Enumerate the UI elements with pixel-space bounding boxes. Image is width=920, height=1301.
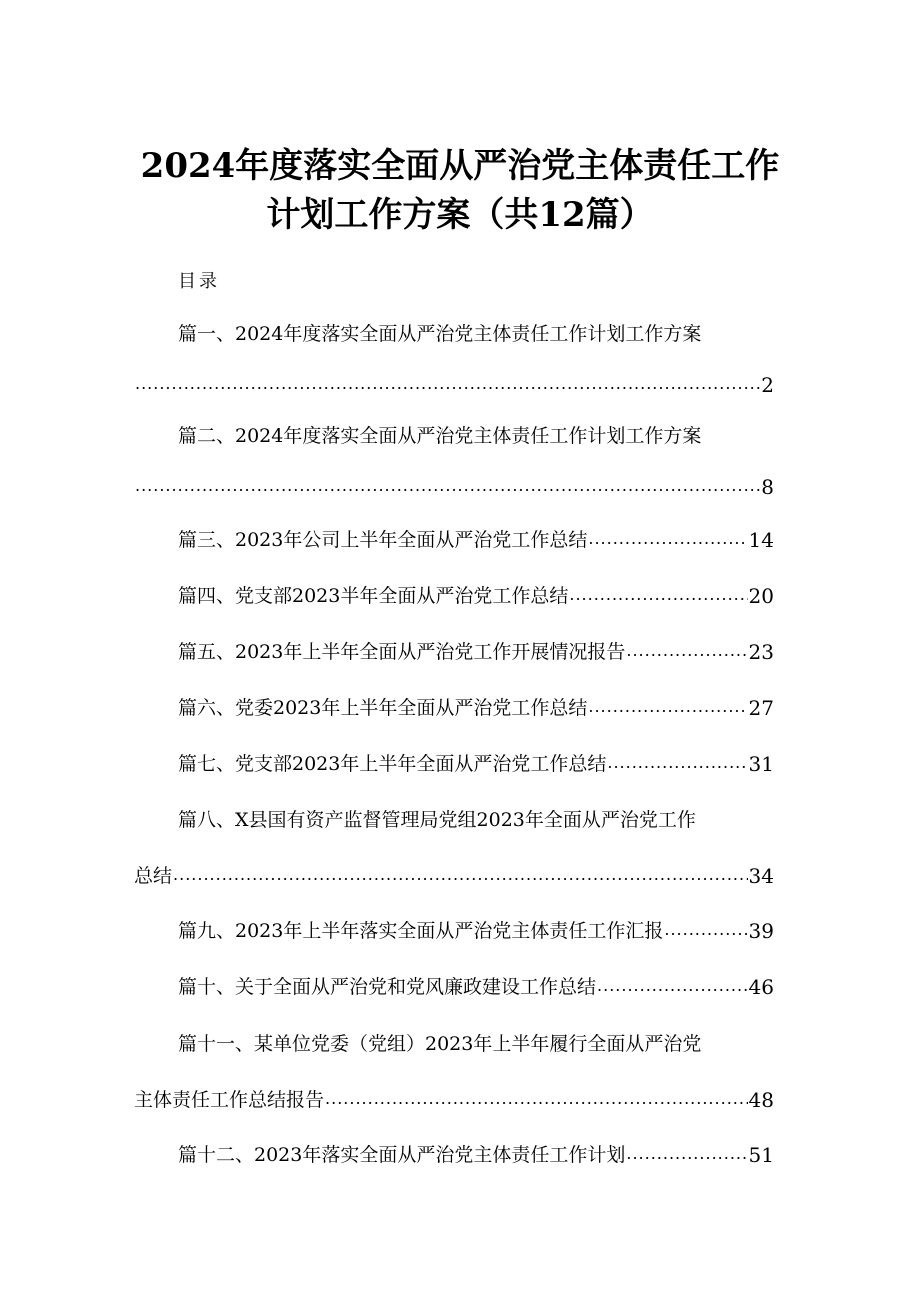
toc-entry-8-leader[interactable] xyxy=(134,863,774,889)
toc-entry-8-title[interactable]: 篇八、X县国有资产监督管理局党组2023年全面从严治党工作 xyxy=(178,809,696,831)
dot-leader xyxy=(588,528,747,550)
dot-leader xyxy=(597,975,748,997)
dot-leader xyxy=(173,864,748,886)
dot-leader xyxy=(607,752,747,774)
toc-entry-9-page: 39 xyxy=(748,919,774,943)
toc-entry-10[interactable] xyxy=(178,974,774,1000)
dot-leader xyxy=(664,919,747,941)
dot-leader xyxy=(588,696,747,718)
dot-leader xyxy=(569,584,747,606)
toc-entry-3-page: 14 xyxy=(748,528,774,552)
toc-entry-11-leader[interactable] xyxy=(134,1087,774,1113)
dot-leader xyxy=(325,1088,748,1110)
dot-leader xyxy=(626,640,747,662)
toc-entry-2-page: 8 xyxy=(761,475,774,499)
toc-entry-4[interactable] xyxy=(178,583,774,609)
toc-entry-9[interactable] xyxy=(178,918,774,944)
toc-entry-1-leader[interactable] xyxy=(134,372,774,398)
toc-entry-4-title: 篇四、党支部2023半年全面从严治党工作总结 xyxy=(178,585,569,607)
toc-entry-4-page: 20 xyxy=(748,584,774,608)
toc-entry-5[interactable] xyxy=(178,639,774,665)
toc-heading: 目录 xyxy=(178,271,220,292)
toc-entry-7[interactable] xyxy=(178,751,774,777)
toc-entry-11-title[interactable]: 篇十一、某单位党委（党组）2023年上半年履行全面从严治党 xyxy=(178,1033,702,1055)
toc-entry-8-continuation: 总结 xyxy=(134,865,173,887)
toc-entry-12-title: 篇十二、2023年落实全面从严治党主体责任工作计划 xyxy=(178,1144,626,1166)
document-title-line-2: 计划工作方案（共12篇） xyxy=(266,195,654,235)
toc-entry-5-page: 23 xyxy=(748,640,774,664)
toc-entry-10-page: 46 xyxy=(748,975,774,999)
toc-entry-3[interactable] xyxy=(178,527,774,553)
toc-entry-2-leader[interactable] xyxy=(134,474,774,500)
toc-entry-6[interactable] xyxy=(178,695,774,721)
toc-entry-9-title: 篇九、2023年上半年落实全面从严治党主体责任工作汇报 xyxy=(178,920,664,942)
toc-entry-7-page: 31 xyxy=(748,752,774,776)
toc-entry-6-title: 篇六、党委2023年上半年全面从严治党工作总结 xyxy=(178,697,588,719)
toc-entry-3-title: 篇三、2023年公司上半年全面从严治党工作总结 xyxy=(178,529,588,551)
dot-leader xyxy=(626,1143,747,1165)
toc-entry-1-title[interactable]: 篇一、2024年度落实全面从严治党主体责任工作计划工作方案 xyxy=(178,323,702,345)
toc-entry-2-title[interactable]: 篇二、2024年度落实全面从严治党主体责任工作计划工作方案 xyxy=(178,425,702,447)
toc-entry-10-title: 篇十、关于全面从严治党和党风廉政建设工作总结 xyxy=(178,976,597,998)
document-title-line-1: 2024年度落实全面从严治党主体责任工作 xyxy=(140,146,780,186)
toc-entry-1-page: 2 xyxy=(761,373,774,397)
toc-entry-6-page: 27 xyxy=(748,696,774,720)
dot-leader xyxy=(135,475,760,497)
toc-entry-5-title: 篇五、2023年上半年全面从严治党工作开展情况报告 xyxy=(178,641,626,663)
toc-entry-8-page: 34 xyxy=(748,864,774,888)
toc-entry-11-page: 48 xyxy=(748,1088,774,1112)
toc-entry-7-title: 篇七、党支部2023年上半年全面从严治党工作总结 xyxy=(178,753,607,775)
toc-entry-11-continuation: 主体责任工作总结报告 xyxy=(134,1089,325,1111)
toc-entry-12-page: 51 xyxy=(748,1143,774,1167)
dot-leader xyxy=(135,373,760,395)
toc-entry-12[interactable] xyxy=(178,1142,774,1168)
